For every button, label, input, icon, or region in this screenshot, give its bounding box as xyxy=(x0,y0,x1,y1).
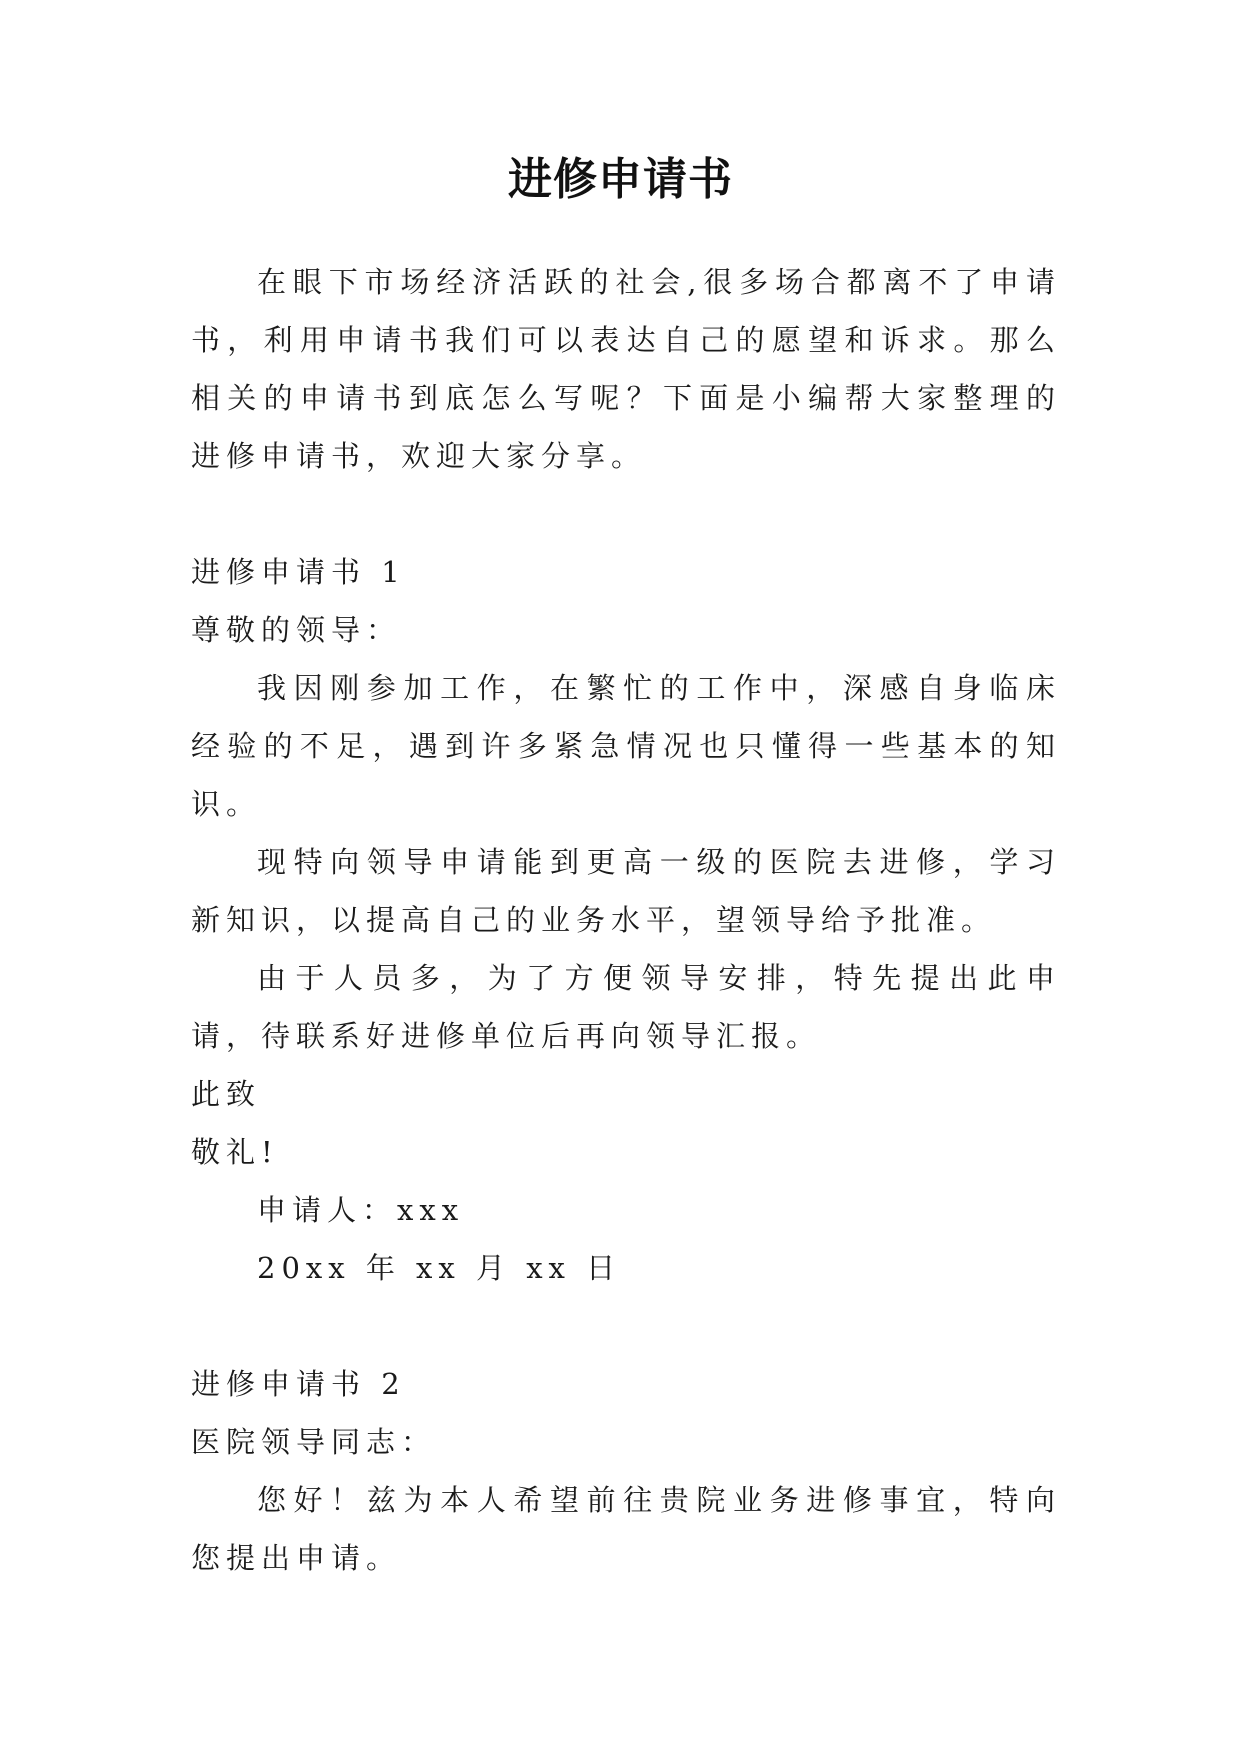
document-body xyxy=(191,253,1061,1587)
section1-paragraph: 由于人员多，为了方便领导安排，特先提出此申请，待联系好进修单位后再向领导汇报。 xyxy=(191,961,1061,1053)
section1-heading: 进修申请书 1 xyxy=(191,555,406,589)
signature-date: 20xx 年 xx 月 xx 日 xyxy=(257,1251,622,1285)
document-title: 进修申请书 xyxy=(508,154,733,205)
applicant-signature: 申请人：xxx xyxy=(257,1193,465,1227)
intro-paragraph: 在眼下市场经济活跃的社会,很多场合都离不了申请书，利用申请书我们可以表达自己的愿望和诉求。那么相关的申请书到底怎么写呢？下面是小编帮大家整理的进修申请书，欢迎大家分享。 xyxy=(191,265,1061,473)
spacer xyxy=(191,1297,1061,1355)
section2-paragraph: 您好！兹为本人希望前往贵院业务进修事宜，特向您提出申请。 xyxy=(191,1483,1061,1575)
section2-heading: 进修申请书 2 xyxy=(191,1367,406,1401)
section1-salutation: 尊敬的领导： xyxy=(191,613,402,647)
section1-paragraph: 我因刚参加工作，在繁忙的工作中，深感自身临床经验的不足，遇到许多紧急情况也只懂得一些基本的知识。 xyxy=(191,671,1061,821)
spacer xyxy=(191,485,1061,543)
section1-paragraph: 现特向领导申请能到更高一级的医院去进修，学习新知识，以提高自己的业务水平，望领导给予批准。 xyxy=(191,845,1061,937)
closing-regards: 敬礼! xyxy=(191,1135,279,1169)
section2-salutation: 医院领导同志： xyxy=(191,1425,437,1459)
closing-line: 此致 xyxy=(191,1077,262,1111)
